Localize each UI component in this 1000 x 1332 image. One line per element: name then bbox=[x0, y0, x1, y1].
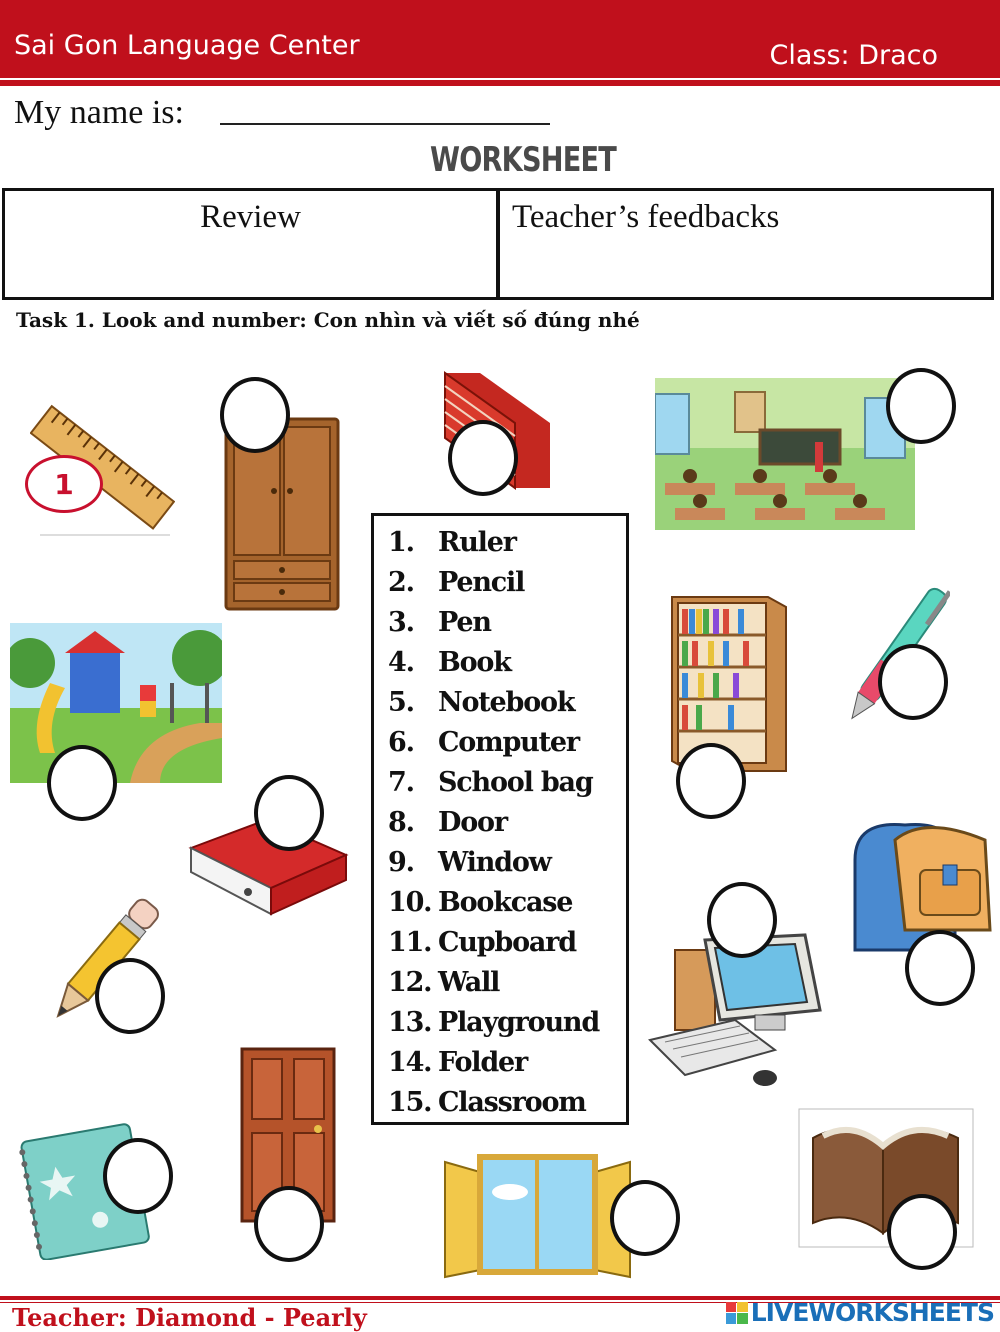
list-number: 1. bbox=[388, 526, 414, 558]
header-banner bbox=[0, 0, 1000, 86]
list-number: 7. bbox=[388, 766, 414, 798]
answer-circle[interactable] bbox=[905, 930, 975, 1006]
list-item bbox=[388, 522, 626, 562]
list-word: Bookcase bbox=[438, 886, 573, 918]
name-prompt: My name is: bbox=[14, 94, 184, 131]
list-number: 9. bbox=[388, 846, 414, 878]
word-list bbox=[371, 513, 629, 1125]
feedback-label: Teacher’s feedbacks bbox=[512, 199, 780, 235]
list-number: 3. bbox=[388, 606, 414, 638]
list-item bbox=[388, 1002, 626, 1042]
window-icon bbox=[440, 1152, 635, 1280]
answer-circle[interactable] bbox=[610, 1180, 680, 1256]
liveworksheets-icon bbox=[726, 1302, 748, 1324]
list-item bbox=[388, 1082, 626, 1122]
list-word: Pen bbox=[438, 606, 491, 638]
answer-circle[interactable] bbox=[448, 420, 518, 496]
brand-label: LIVEWORKSHEETS bbox=[750, 1298, 994, 1327]
list-number: 5. bbox=[388, 686, 414, 718]
list-item bbox=[388, 962, 626, 1002]
list-word: Ruler bbox=[438, 526, 516, 558]
list-number: 11. bbox=[388, 926, 432, 958]
list-word: Book bbox=[438, 646, 511, 678]
list-word: Playground bbox=[438, 1006, 599, 1038]
list-word: Classroom bbox=[438, 1086, 586, 1118]
list-item bbox=[388, 802, 626, 842]
list-word: Computer bbox=[438, 726, 579, 758]
list-item bbox=[388, 842, 626, 882]
playground-icon bbox=[10, 623, 222, 783]
list-item bbox=[388, 562, 626, 602]
answer-circle[interactable] bbox=[95, 958, 165, 1034]
answer-circle[interactable] bbox=[254, 775, 324, 851]
classroom-icon bbox=[655, 378, 915, 530]
list-word: Wall bbox=[438, 966, 500, 998]
worksheet-title: WORKSHEET bbox=[430, 140, 617, 180]
list-number: 4. bbox=[388, 646, 414, 678]
list-item bbox=[388, 882, 626, 922]
list-number: 14. bbox=[388, 1046, 432, 1078]
answer-circle[interactable] bbox=[254, 1186, 324, 1262]
list-item bbox=[388, 922, 626, 962]
list-item bbox=[388, 682, 626, 722]
name-input-line[interactable] bbox=[220, 123, 550, 125]
review-box bbox=[2, 188, 499, 300]
feedback-box bbox=[497, 188, 994, 300]
liveworksheets-logo[interactable] bbox=[726, 1298, 994, 1327]
answer-circle[interactable] bbox=[887, 1194, 957, 1270]
answer-circle[interactable] bbox=[878, 644, 948, 720]
list-item bbox=[388, 1042, 626, 1082]
answer-circle[interactable] bbox=[707, 882, 777, 958]
list-number: 2. bbox=[388, 566, 414, 598]
list-word: Door bbox=[438, 806, 507, 838]
list-number: 8. bbox=[388, 806, 414, 838]
list-number: 15. bbox=[388, 1086, 432, 1118]
list-number: 10. bbox=[388, 886, 432, 918]
list-item bbox=[388, 722, 626, 762]
list-number: 6. bbox=[388, 726, 414, 758]
answer-circle[interactable] bbox=[103, 1138, 173, 1214]
answer-circle-example: 1 bbox=[25, 455, 103, 513]
header-divider bbox=[0, 78, 1000, 80]
list-word: Pencil bbox=[438, 566, 525, 598]
teacher-name: Teacher: Diamond - Pearly bbox=[12, 1303, 367, 1332]
list-word: Window bbox=[438, 846, 551, 878]
list-item bbox=[388, 762, 626, 802]
list-word: Cupboard bbox=[438, 926, 576, 958]
list-word: Notebook bbox=[438, 686, 575, 718]
answer-circle[interactable] bbox=[886, 368, 956, 444]
list-number: 12. bbox=[388, 966, 432, 998]
answer-circle[interactable] bbox=[47, 745, 117, 821]
list-item bbox=[388, 642, 626, 682]
list-word: School bag bbox=[438, 766, 593, 798]
list-number: 13. bbox=[388, 1006, 432, 1038]
list-word: Folder bbox=[438, 1046, 528, 1078]
task-instruction: Task 1. Look and number: Con nhìn và viết số đúng nhé bbox=[16, 308, 640, 332]
answer-circle[interactable] bbox=[676, 743, 746, 819]
center-name: Sai Gon Language Center bbox=[14, 30, 360, 61]
class-name: Class: Draco bbox=[769, 40, 938, 71]
answer-circle[interactable] bbox=[220, 377, 290, 453]
list-item bbox=[388, 602, 626, 642]
review-label: Review bbox=[200, 199, 301, 235]
